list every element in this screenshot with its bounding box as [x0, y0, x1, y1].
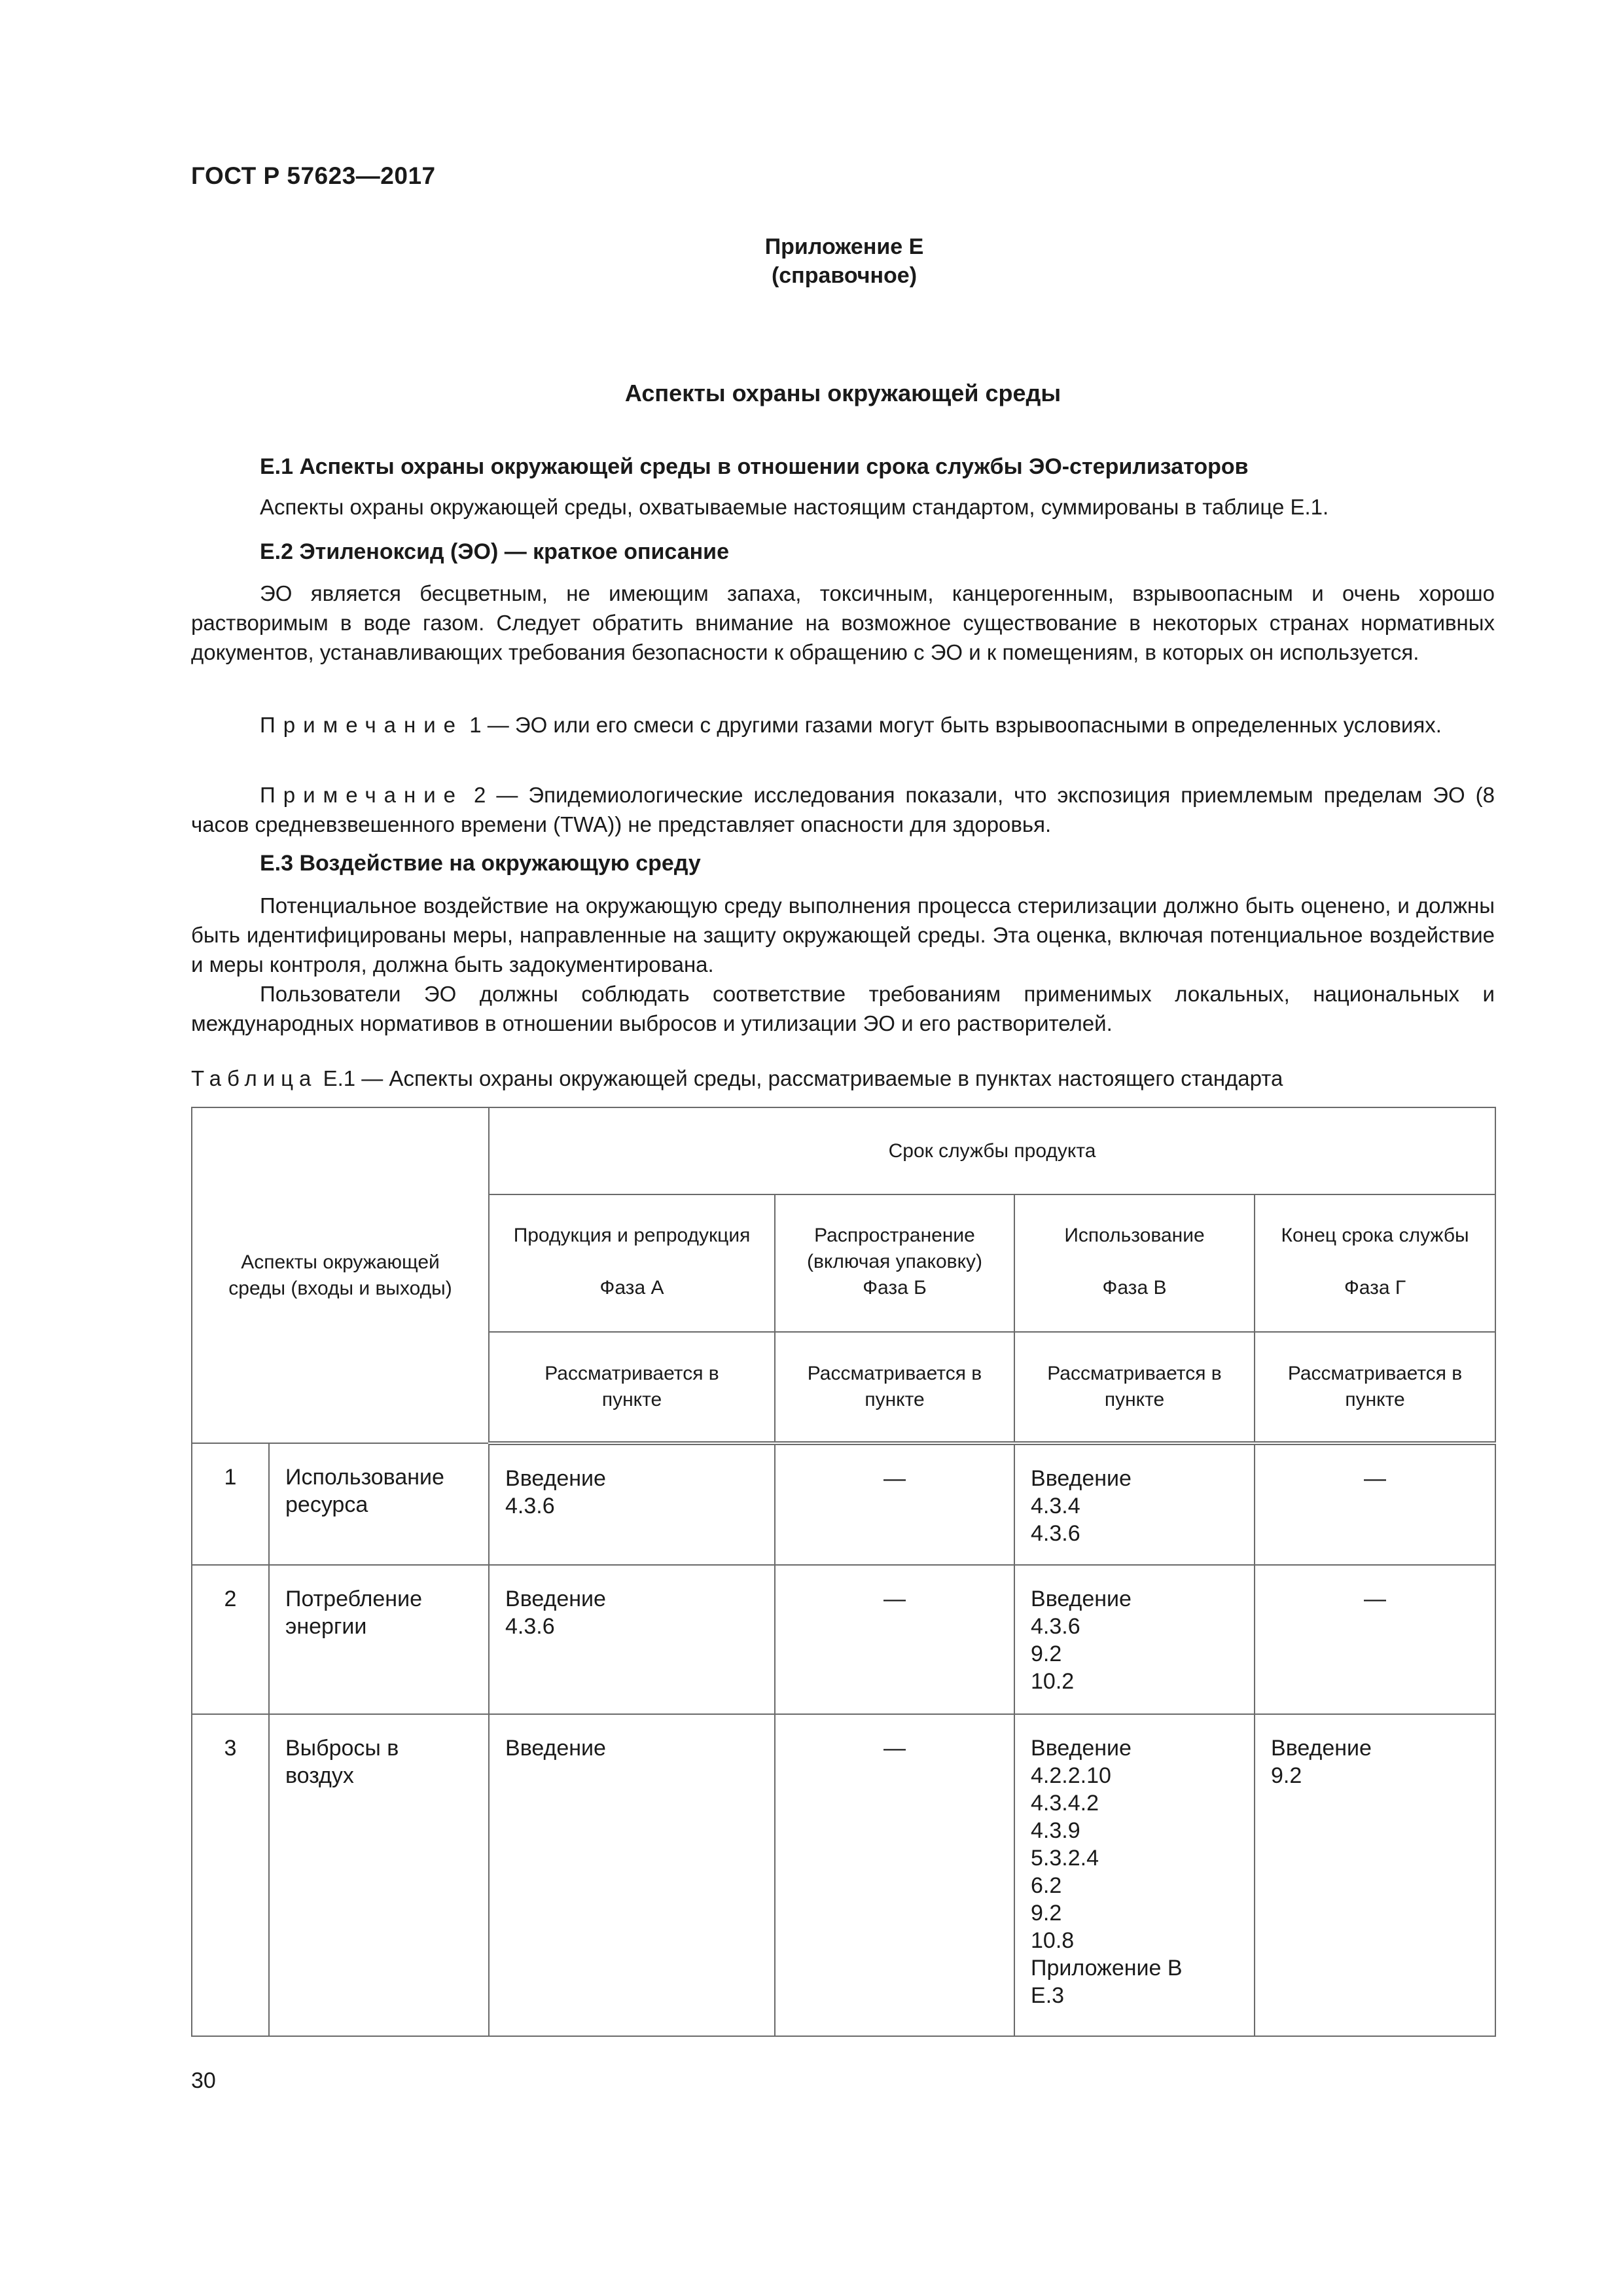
annex-heading — [707, 232, 982, 290]
considered-label: Рассматривается в пункте — [1047, 1363, 1222, 1410]
considered-label: Рассматривается в пункте — [807, 1363, 982, 1410]
clause-ref: 10.2 — [1031, 1669, 1075, 1694]
phase-d-name: Конец срока службы — [1281, 1225, 1469, 1246]
phase-a-cell — [489, 1443, 775, 1565]
note-1 — [191, 710, 1495, 740]
aspect-cell — [269, 1565, 489, 1714]
table-row — [192, 1565, 1495, 1714]
clause-ref: 4.3.6 — [505, 1494, 555, 1518]
clause-ref: 4.3.4.2 — [1031, 1791, 1099, 1816]
section-e2-text: ЭО является бесцветным, не имеющим запаха, токсичным, канцерогенным, взрывоопасным и очень хорошо растворимым в воде газом. Следует обратить внимание на возможное существование в некоторых странах нормативных документов, устанавливающих требования безопасности к обращению с ЭО и к помещениям, в которых он используется. — [191, 581, 1495, 664]
empty-dash: — — [1364, 1466, 1387, 1491]
aspect-header-cell — [192, 1107, 489, 1443]
row-number-cell — [192, 1565, 269, 1714]
row-number-cell — [192, 1443, 269, 1565]
phase-d-code: Фаза Г — [1344, 1277, 1406, 1299]
phase-b-cell — [775, 1443, 1014, 1565]
section-e2-heading: Е.2 Этиленоксид (ЭО) — краткое описание — [260, 539, 729, 564]
lifetime-header-cell — [489, 1107, 1495, 1194]
main-title: Аспекты охраны окружающей среды — [624, 380, 1061, 406]
annex-title: Приложение Е — [764, 234, 924, 259]
clause-ref: 4.2.2.10 — [1031, 1763, 1111, 1788]
phase-d-header — [1255, 1194, 1495, 1332]
phase-d-cell — [1255, 1714, 1495, 2036]
section-e1-heading: Е.1 Аспекты охраны окружающей среды в отношении срока службы ЭО-стерилизаторов — [260, 454, 1249, 479]
page-number: 30 — [191, 2068, 216, 2093]
empty-dash: — — [883, 1736, 906, 1761]
phase-c-code: Фаза В — [1102, 1277, 1167, 1299]
phase-b-cell — [775, 1565, 1014, 1714]
note-2 — [191, 780, 1495, 839]
clause-ref: Введение — [1031, 1736, 1132, 1761]
phase-b-code: Фаза Б — [863, 1277, 927, 1299]
aspect-name: Выбросы в воздух — [285, 1736, 399, 1788]
phase-b-considered — [775, 1332, 1014, 1443]
row-number-cell — [192, 1714, 269, 2036]
clause-ref: 4.3.6 — [1031, 1521, 1080, 1546]
phase-a-header — [489, 1194, 775, 1332]
considered-label: Рассматривается в пункте — [544, 1363, 719, 1410]
phase-a-code: Фаза А — [599, 1277, 664, 1299]
note-1-label: Примечание — [260, 713, 464, 737]
considered-label: Рассматривается в пункте — [1287, 1363, 1463, 1410]
phase-b-header — [775, 1194, 1014, 1332]
note-2-text: 2 — Эпидемиологические исследования показали, что экспозиция приемлемым пределам ЭО (8 часов средневзвешенного времени (TWA)) не представляет опасности для здоровья. — [191, 783, 1495, 836]
note-1-text: 1 — ЭО или его смеси с другими газами могут быть взрывоопасными в определенных условиях. — [469, 713, 1442, 737]
phase-c-cell — [1014, 1443, 1255, 1565]
note-2-label: Примечание — [260, 783, 464, 807]
clause-ref: 4.3.6 — [505, 1614, 555, 1639]
table-row — [192, 1714, 1495, 2036]
clause-ref: Введение — [505, 1587, 606, 1611]
row-number: 1 — [224, 1465, 237, 1490]
section-e3-heading: Е.3 Воздействие на окружающую среду — [260, 851, 701, 876]
section-e1-text: Аспекты охраны окружающей среды, охватываемые настоящим стандартом, суммированы в таблице Е.1. — [260, 495, 1329, 519]
phase-c-name: Использование — [1064, 1225, 1205, 1246]
section-e3-para1: Потенциальное воздействие на окружающую среду выполнения процесса стерилизации должно быть оценено, и должны быть идентифицированы меры, направленные на защиту окружающей среды. Эта оценка, включая потенциальное воздействие и меры контроля, должна быть задокументирована. — [191, 893, 1495, 977]
phase-c-considered — [1014, 1332, 1255, 1443]
clause-ref: 5.3.2.4 — [1031, 1846, 1099, 1871]
phase-b-name: Распространение (включая упаковку) — [806, 1225, 983, 1272]
empty-dash: — — [1364, 1587, 1387, 1611]
clause-ref: Введение — [1031, 1466, 1132, 1491]
clause-ref: Введение — [505, 1736, 606, 1761]
phase-c-cell — [1014, 1714, 1255, 2036]
phase-d-considered — [1255, 1332, 1495, 1443]
phase-a-cell — [489, 1714, 775, 2036]
clause-ref: 6.2 — [1031, 1873, 1062, 1898]
aspect-name: Использование ресурса — [285, 1465, 444, 1517]
row-number: 2 — [224, 1587, 237, 1611]
document-id: ГОСТ Р 57623—2017 — [191, 162, 436, 189]
clause-ref: 10.8 — [1031, 1928, 1075, 1953]
phase-a-considered — [489, 1332, 775, 1443]
aspects-table — [191, 1107, 1496, 2037]
table-caption-text: Е.1 — Аспекты охраны окружающей среды, рассматриваемые в пунктах настоящего стандарта — [323, 1066, 1283, 1090]
phase-a-cell — [489, 1565, 775, 1714]
clause-ref: Введение — [1031, 1587, 1132, 1611]
aspect-cell — [269, 1443, 489, 1565]
phase-d-cell — [1255, 1443, 1495, 1565]
row-number: 3 — [224, 1736, 237, 1761]
phase-c-header — [1014, 1194, 1255, 1332]
table-caption — [191, 1064, 1495, 1093]
annex-type: (справочное) — [771, 263, 918, 288]
phase-b-cell — [775, 1714, 1014, 2036]
lifetime-header: Срок службы продукта — [888, 1139, 1096, 1162]
aspect-name: Потребление энергии — [285, 1587, 422, 1639]
aspect-cell — [269, 1714, 489, 2036]
table-row — [192, 1443, 1495, 1565]
clause-ref: 9.2 — [1031, 1641, 1062, 1666]
clause-ref: Приложение В — [1031, 1956, 1183, 1981]
clause-ref: 9.2 — [1271, 1763, 1302, 1788]
clause-ref: 9.2 — [1031, 1901, 1062, 1926]
phase-a-name: Продукция и репродукция — [513, 1225, 751, 1246]
clause-ref: Е.3 — [1031, 1983, 1065, 2008]
empty-dash: — — [883, 1466, 906, 1491]
aspect-header: Аспекты окружающей среды (входы и выходы) — [228, 1251, 452, 1299]
clause-ref: Введение — [1271, 1736, 1372, 1761]
clause-ref: Введение — [505, 1466, 606, 1491]
clause-ref: 4.3.6 — [1031, 1614, 1080, 1639]
phase-d-cell — [1255, 1565, 1495, 1714]
phase-c-cell — [1014, 1565, 1255, 1714]
table-caption-label: Таблица — [191, 1066, 317, 1090]
empty-dash: — — [883, 1587, 906, 1611]
clause-ref: 4.3.4 — [1031, 1494, 1080, 1518]
section-e3-para2: Пользователи ЭО должны соблюдать соответствие требованиям применимых локальных, национальных и международных нормативов в отношении выбросов и утилизации ЭО и его растворителей. — [191, 982, 1495, 1035]
clause-ref: 4.3.9 — [1031, 1818, 1080, 1843]
